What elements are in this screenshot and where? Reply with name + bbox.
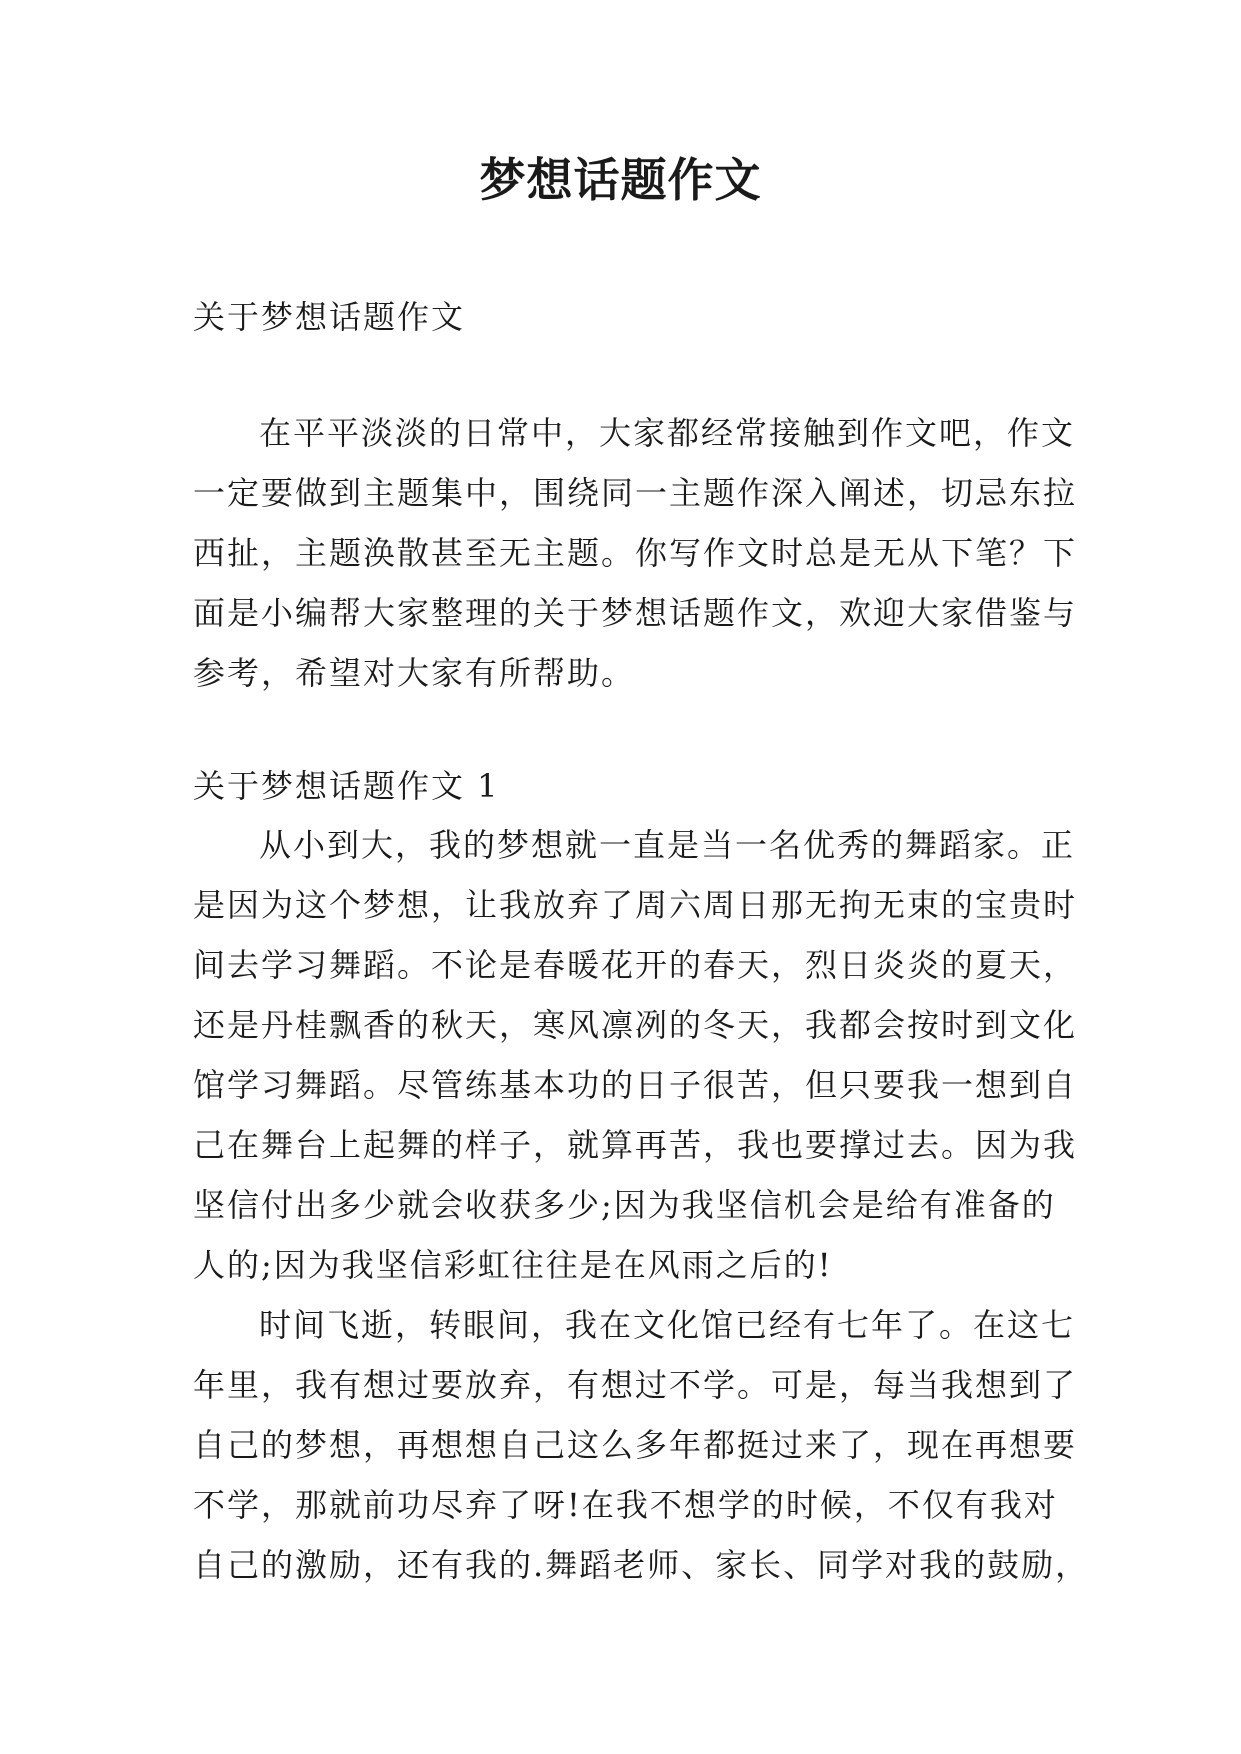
text-line: 在平平淡淡的日常中，大家都经常接触到作文吧，作文 xyxy=(259,414,1076,452)
text-line: 年里，我有想过要放弃，有想过不学。可是，每当我想到了 xyxy=(193,1366,1078,1404)
text-line: 西扯，主题涣散甚至无主题。你写作文时总是无从下笔？下 xyxy=(193,534,1078,572)
text-line: 还是丹桂飘香的秋天，寒风凛冽的冬天，我都会按时到文化 xyxy=(193,1006,1078,1044)
text-line: 间去学习舞蹈。不论是春暖花开的春天，烈日炎炎的夏天， xyxy=(193,946,1078,984)
text-line: 人的;因为我坚信彩虹往往是在风雨之后的! xyxy=(193,1246,833,1284)
text-line: 自己的激励，还有我的.舞蹈老师、家长、同学对我的鼓励， xyxy=(193,1546,1090,1584)
text-line: 不学，那就前功尽弃了呀!在我不想学的时候，不仅有我对 xyxy=(193,1486,1058,1524)
text-line: 面是小编帮大家整理的关于梦想话题作文，欢迎大家借鉴与 xyxy=(193,594,1078,632)
text-line: 时间飞逝，转眼间，我在文化馆已经有七年了。在这七 xyxy=(259,1306,1076,1344)
text-line: 馆学习舞蹈。尽管练基本功的日子很苦，但只要我一想到自 xyxy=(193,1066,1078,1104)
intro-paragraph xyxy=(193,403,1078,703)
text-line: 是因为这个梦想，让我放弃了周六周日那无拘无束的宝贵时 xyxy=(193,886,1078,924)
subtitle-line: 关于梦想话题作文 xyxy=(193,298,466,336)
document-title: 梦想话题作文 xyxy=(479,153,762,207)
text-line: 坚信付出多少就会收获多少;因为我坚信机会是给有准备的 xyxy=(193,1186,1056,1224)
section-body xyxy=(193,815,1090,1595)
text-line: 己在舞台上起舞的样子，就算再苦，我也要撑过去。因为我 xyxy=(193,1126,1078,1164)
text-line: 从小到大，我的梦想就一直是当一名优秀的舞蹈家。正 xyxy=(259,826,1076,864)
section-heading-line: 关于梦想话题作文 1 xyxy=(193,767,500,805)
text-line: 一定要做到主题集中，围绕同一主题作深入阐述，切忌东拉 xyxy=(193,474,1078,512)
section-heading xyxy=(193,756,1063,816)
text-line: 自己的梦想，再想想自己这么多年都挺过来了，现在再想要 xyxy=(193,1426,1078,1464)
text-line: 参考，希望对大家有所帮助。 xyxy=(193,654,636,692)
document-subtitle xyxy=(193,287,1063,347)
